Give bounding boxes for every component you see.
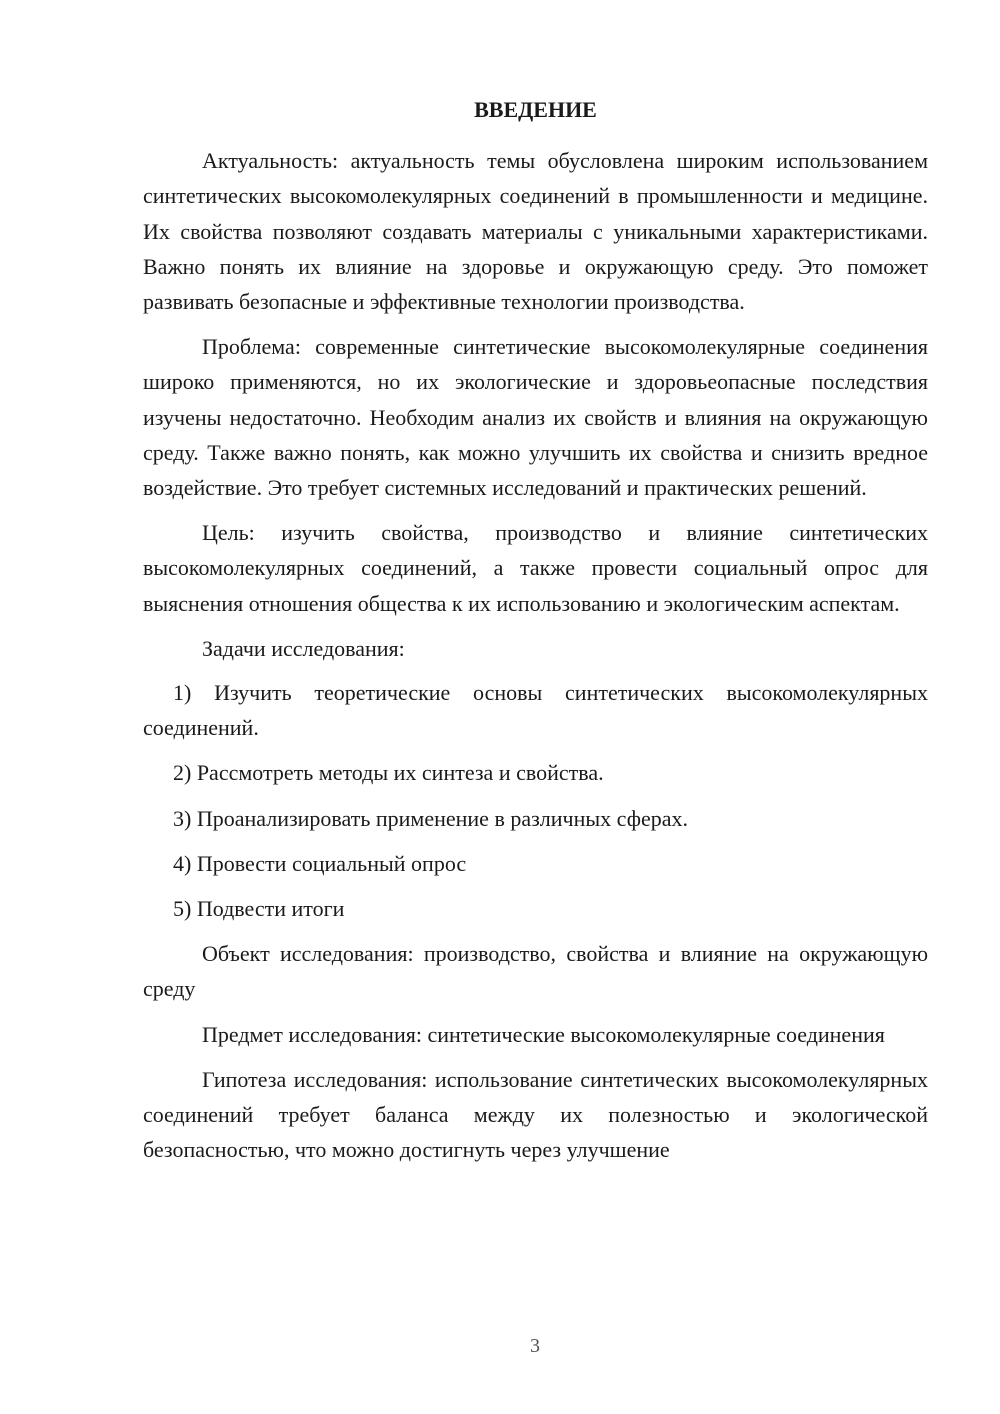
paragraph-goal: Цель: изучить свойства, производство и влияние синтетических высокомолекулярных соединений, а также провести социальный опрос для выяснения отношения общества к их использованию и экологическим аспектам. — [143, 520, 928, 616]
paragraph-problem: Проблема: современные синтетические высокомолекулярные соединения широко применяются, но их экологические и здоровьеопасные последствия изучены недостаточно. Необходим анализ их свойств и влияния на окружающую среду. Также важно понять, как можно улучшить их свойства и снизить вредное воздействие. Это требует системных исследований и практических решений. — [143, 334, 928, 501]
tasks-heading: Задачи исследования: — [202, 635, 405, 661]
page-number: 3 — [530, 1335, 540, 1357]
task-item: 4) Провести социальный опрос — [173, 850, 467, 876]
paragraph-hypothesis: Гипотеза исследования: использование синтетических высокомолекулярных соединений требует баланса между их полезностью и экологической безопасностью, что можно достигнуть через улучшение — [143, 1066, 928, 1163]
page-title: ВВЕДЕНИЕ — [474, 97, 597, 122]
task-item: 3) Проанализировать применение в различных сферах. — [173, 805, 688, 831]
task-item: 1) Изучить теоретические основы синтетических высокомолекулярных соединений. — [143, 680, 928, 741]
document-page — [143, 92, 928, 1177]
task-item: 2) Рассмотреть методы их синтеза и свойства. — [173, 760, 604, 786]
paragraph-relevance: Актуальность: актуальность темы обусловлена широким использованием синтетических высокомолекулярных соединений в промышленности и медицине. Их свойства позволяют создавать материалы с уникальными характеристиками. Важно понять их влияние на здоровье и окружающую среду. Это поможет развивать безопасные и эффективные технологии производства. — [143, 148, 928, 315]
paragraph-subject: Предмет исследования: синтетические высокомолекулярные соединения — [202, 1021, 885, 1047]
paragraph-object: Объект исследования: производство, свойства и влияние на окружающую среду — [143, 941, 928, 1002]
task-item: 5) Подвести итоги — [173, 896, 345, 922]
